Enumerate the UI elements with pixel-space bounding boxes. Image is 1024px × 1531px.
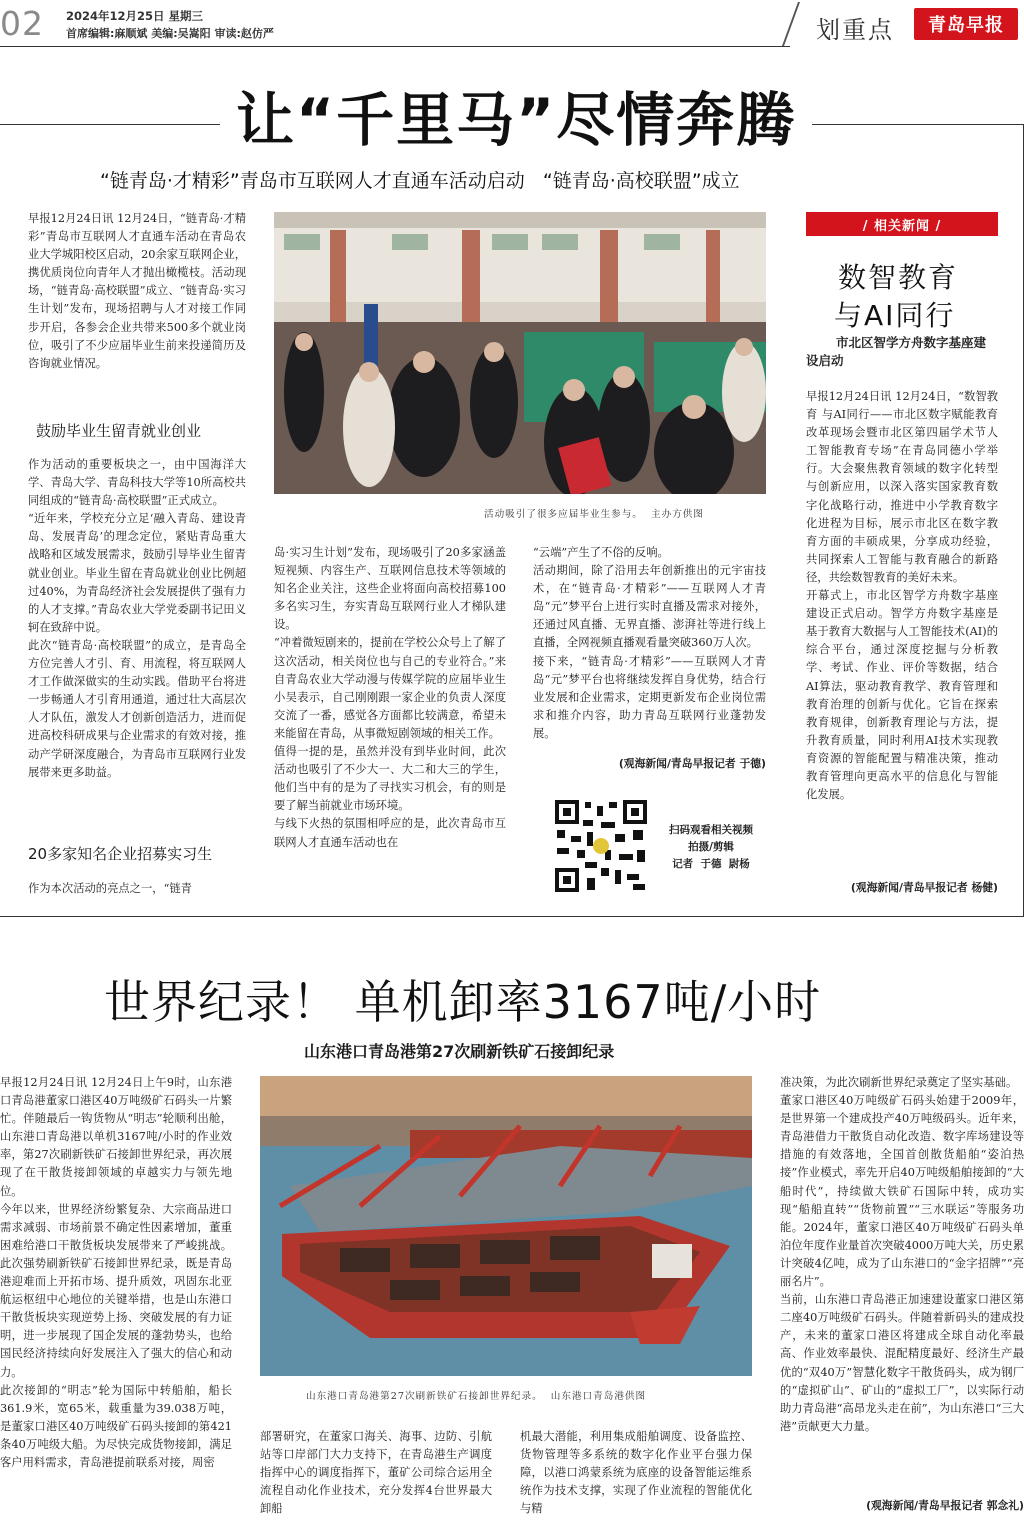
activity-photo-graphic	[274, 212, 766, 494]
section-title: 划重点	[816, 16, 894, 44]
qr-text: 扫码观看相关视频 拍摄/剪辑 记者 于德 尉杨	[669, 824, 753, 870]
article2-col2: 部署研究，在董家口海关、海事、边防、引航站等口岸部门大力支持下，在青岛港生产调度指挥中心的调度指挥下，董矿公司综合运用全流程自动化作业技术，充分发挥4台世界最大卸船	[260, 1430, 492, 1516]
sidebar-subtitle: 市北区智学方舟数字基座建设启动	[806, 335, 987, 368]
activity-photo	[274, 212, 766, 494]
port-photo-caption: 山东港口青岛港第27次刷新铁矿石接卸世界纪录。 山东港口青岛港供图	[306, 1391, 647, 1402]
article1-col1-p2: 作为活动的重要板块之一，由中国海洋大学、青岛大学、青岛科技大学等10所高校共同组成的“链青岛·高校联盟”正式成立。 “近年来，学校充分立足‘融入青岛、建设青岛、发展青岛’的理念定位，紧贴青岛重大战略和区域发展需求，鼓励引导毕业生留青就业创业。毕业生留在青岛就业创业比例超过40%，为青岛经济社会发展提供了强有力的人才支撑。”青岛农业大学党委副书记田义轲在致辞中说。 此次“链青岛·高校联盟”的成立，是青岛全方位完善人才引、育、用流程，将互联网人才工作做深做实的生动实践。借助平台将进一步畅通人才引育用通道，通过壮大高层次人才队伍，激发人才创新创造活力，进而促进高校科研成果与企业需求的有效对接，推动产学研深度融合，为青岛市互联网行业发展带来更多助益。	[28, 458, 246, 779]
article2-col3: 机最大潜能，利用集成船舶调度、设备监控、货物管理等多系统的数字化作业平台强力保障，以港口鸿蒙系统为底座的设备智能运维系统作为技术支撑，实现了作业流程的智能优化与精	[520, 1430, 752, 1516]
article2-byline: (观海新闻/青岛早报记者 郭念礼)	[866, 1499, 1024, 1512]
article1-subhead2: 20多家知名企业招募实习生	[28, 845, 213, 863]
article2-col1: 早报12月24日讯 12月24日上午9时，山东港口青岛港董家口港区40万吨级矿石码头一片繁忙。伴随最后一钩货物从“明志”轮顺利出舱，山东港口青岛港以单机3167吨/小时的作业效率，第27次刷新铁矿石接卸世界纪录，再次展现了在干散货接卸领域的卓越实力与领先地位。 今年以来，世界经济纷繁复杂、大宗商品进口需求减弱、市场前景不确定性因素增加，董重困难给港口干散货板块发展带来了严峻挑战。此次强势刷新铁矿石接卸世界纪录，既是青岛港迎难而上开拓市场、提升质效，巩固东北亚航运枢纽中心地位的关键举措，也是山东港口干散货板块实现逆势上扬、突破发展的有力证明，进一步展现了国企发展的蓬勃势头，也给国民经济持续向好发展注入了强大的信心和动力。 此次接卸的“明志”轮为国际中转船舶，船长361.9米，宽65米，载重量为39.038万吨，是董家口港区40万吨级矿石码头接卸的第421条40万吨级大船。为尽快完成货物接卸，满足客户用料需求，青岛港提前联系对接，周密	[0, 1076, 232, 1469]
brand-logo	[914, 8, 1018, 40]
article2-subheadline: 山东港口青岛港第27次刷新铁矿石接卸纪录	[304, 1042, 615, 1061]
article1-byline: (观海新闻/青岛早报记者 于德)	[618, 757, 766, 770]
editors-line: 首席编辑:麻顺斌 美编:吴嵩阳 审读:赵仿严	[66, 27, 274, 40]
sidebar-headline-2: 与AI同行	[834, 299, 956, 332]
article1-col3: “云端”产生了不俗的反响。 活动期间，除了沿用去年创新推出的元宇宙技术，在“链青岛·才精彩”——互联网人才青岛“元”梦平台上进行实时直播及需求对接外，还通过风直播、无界直播、澎湃社等进行线上直播，全网视频直播观看量突破360万人次。 接下来，“链青岛·才精彩”——互联网人才青岛“元”梦平台也将继续发挥自身优势，结合行业发展和企业需求，定期更新发布企业岗位需求和推介内容，助力青岛互联网行业蓬勃发展。	[533, 546, 766, 740]
sidebar-byline: (观海新闻/青岛早报记者 杨健)	[850, 881, 998, 894]
port-photo	[260, 1076, 752, 1376]
article1-subheadline: “链青岛·才精彩”青岛市互联网人才直通车活动启动 “链青岛·高校联盟”成立	[100, 170, 740, 192]
qr-code-graphic	[553, 798, 649, 894]
sidebar-headline-1: 数智教育	[838, 261, 959, 294]
page-number: 02	[0, 4, 44, 43]
article1-subhead1: 鼓励毕业生留青就业创业	[36, 422, 202, 440]
brand-name: 青岛早报	[928, 15, 1004, 36]
header-rule	[0, 46, 790, 47]
article2-col4: 准决策，为此次刷新世界纪录奠定了坚实基础。 董家口港区40万吨级矿石码头始建于2009年，是世界第一个建成投产40万吨级码头。近年来，青岛港借力干散货自动化改造、数字库场建设等措施的有效落地，全国首创散货船舶“姿泊热接”作业模式，率先开启40万吨级船舶接卸的“大船时代”，持续做大铁矿石国际中转，成功实现“船船直转”“货物前置”“三水联运”等服务功能。2024年，董家口港区40万吨级矿石码头单泊位年度作业量首次突破4000万吨大关，历史累计突破4亿吨，成为了山东港口的“金字招牌”“亮丽名片”。 当前，山东港口青岛港正加速建设董家口港区第二座40万吨级矿石码头。伴随着新码头的建成投产，未来的董家口港区将建成全球自动化率最高、作业效率最快、混配精度最好、经济生产最优的“双40万”智慧化数字干散货码头，成为钢厂的“虚拟矿山”、矿山的“虚拟工厂”，以实际行动助力青岛港“高昂龙头走在前”，为山东港口“三大港”贡献更大力量。	[780, 1076, 1024, 1433]
article1-col1-intro: 早报12月24日讯 12月24日，“链青岛·才精彩”青岛市互联网人才直通车活动在青岛农业大学城阳校区启动，20余家互联网企业，携优质岗位向青年人才抛出橄榄枝。活动现场，“链青岛·高校联盟”成立、“链青岛·实习生计划”发布，现场招聘与人才对接工作同步开启，各参会企业共带来500多个就业岗位，吸引了不少应届毕业生前来投递简历及咨询就业情况。	[28, 212, 246, 370]
article1-col2: 岛·实习生计划”发布，现场吸引了20多家涵盖短视频、内容生产、互联网信息技术等领域的知名企业关注，这些企业将面向高校招募100多名实习生，夯实青岛互联网行业人才梯队建设。 “冲着微短剧来的，提前在学校公众号上了解了这次活动，相关岗位也与自己的专业符合。”来自青岛农业大学动漫与传媒学院的应届毕业生小吴表示，自己刚刚跟一家企业的负责人深度交流了一番，感觉各方面都比较满意，希望未来能留在青岛，从事微短剧领域的相关工作。 值得一提的是，虽然并没有到毕业时间，此次活动也吸引了不少大一、大二和大三的学生，他们当中有的是为了寻找实习机会，有的则是要了解当前就业市场环境。 与线下火热的氛围相呼应的是，此次青岛市互联网人才直通车活动也在	[274, 546, 506, 849]
port-photo-graphic	[260, 1076, 752, 1376]
header-divider-slash	[782, 2, 800, 46]
article2-headline: 世界纪录！ 单机卸率3167吨/小时	[104, 975, 822, 1029]
qr-code[interactable]	[553, 798, 649, 894]
date-line: 2024年12月25日 星期三	[66, 9, 204, 23]
article1-col1-tail: 作为本次活动的亮点之一，“链青	[28, 882, 192, 895]
sidebar-tag-label: / 相关新闻 /	[862, 218, 942, 234]
sidebar-body: 早报12月24日讯 12月24日，“数智教育 与AI同行——市北区数字赋能教育改革现场会暨市北区第四届学术节人工智能教育专场”在青岛同德小学举行。大会聚焦教育领域的数字化转型与创新应用，以深入落实国家教育数字化战略行动，推进中小学教育数字化进程为目标，展示市北区在数字教育方面的丰硕成果，分享成功经验，共同探索人工智能与教育融合的新路径，共绘数智教育的美好未来。 开幕式上，市北区智学方舟数字基座建设正式启动。智学方舟数字基座是基于教育大数据与人工智能技术(AI)的综合平台，通过深度挖掘与分析教学、考试、作业、评价等数据，结合AI算法，驱动教育教学、教育管理和教育治理的创新与优化。它旨在探索教育规律，创新教育理论与方法，提升教育质量，同时利用AI技术实现教育资源的智能配置与精准决策，推动教育管理向更高水平的信息化与智能化发展。	[806, 390, 998, 802]
article1-headline: 让“千里马”尽情奔腾	[220, 86, 812, 154]
sidebar-tag	[806, 212, 998, 236]
activity-photo-caption: 活动吸引了很多应届毕业生参与。 主办方供图	[484, 509, 704, 520]
